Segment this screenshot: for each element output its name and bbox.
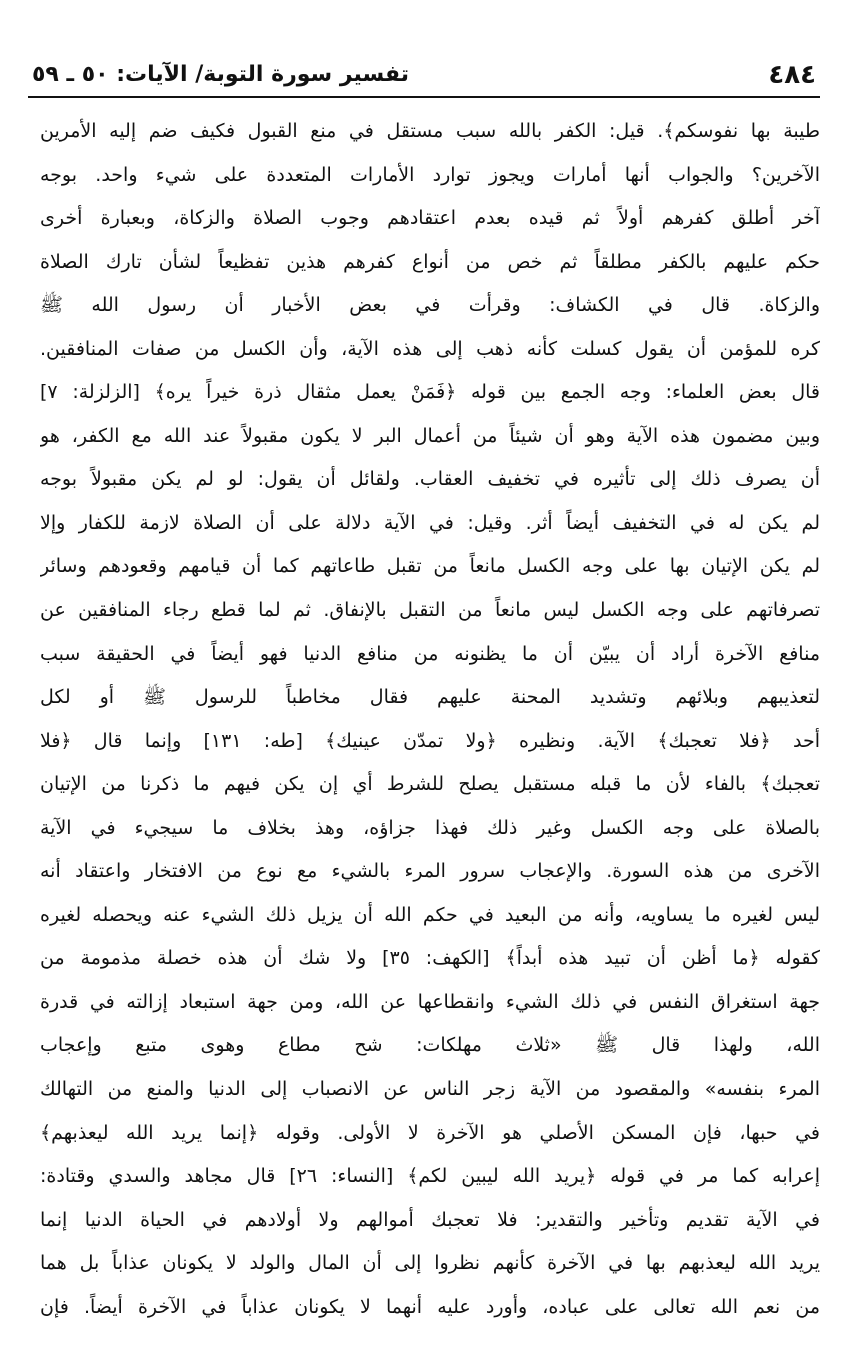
- text-line: في حبها، فإن المسكن الأصلي هو الآخرة لا الأولى. وقوله ﴿إنما يريد الله ليعذبهم﴾: [40, 1121, 820, 1144]
- text-line: بالصلاة على وجه الكسل وغير ذلك فهذا جزاؤه، وهذ بخلاف ما سيجيء في الآية: [40, 816, 820, 839]
- text-line: منافع الآخرة أراد أن يبيّن أن ما يظنونه من منافع الدنيا فهو أيضاً في الحقيقة سبب: [40, 642, 820, 665]
- text-line: من نعم الله تعالى على عباده، وأورد عليه أنهما لا يكونان عذاباً في الآخرة أيضاً. فإن: [40, 1295, 820, 1318]
- page-body: [40, 110, 820, 1329]
- text-line: إعرابه كما مر في قوله ﴿يريد الله ليبين لكم﴾ [النساء: ٢٦] قال مجاهد والسدي وقتادة:: [40, 1165, 820, 1188]
- text-line: جهة استغراق النفس في ذلك الشيء وانقطاعها عن الله، ومن جهة استبعاد إزالته في قدرة: [40, 990, 820, 1013]
- text-line: المرء بنفسه» والمقصود من الآية زجر الناس عن الانصباب إلى الدنيا والمنع من التهالك: [40, 1078, 820, 1101]
- page-header: [32, 58, 816, 94]
- text-line: والزكاة. قال في الكشاف: وقرأت في بعض الأخبار أن رسول الله ﷺ: [40, 294, 820, 317]
- text-line: الآخرين؟ والجواب أنها أمارات ويجوز توارد الأمارات المتعددة على شيء واحد. بوجه: [40, 163, 820, 186]
- text-line: أحد ﴿فلا تعجبك﴾ الآية. ونظيره ﴿ولا تمدّن عينيك﴾ [طه: ١٣١] وإنما قال ﴿فلا: [40, 729, 820, 752]
- text-line: الله، ولهذا قال ﷺ «ثلاث مهلكات: شح مطاع وهوى متبع وإعجاب: [40, 1034, 820, 1057]
- text-line: لتعذيبهم وبلائهم وتشديد المحنة عليهم فقال مخاطباً للرسول ﷺ أو لكل: [40, 686, 820, 709]
- text-line: أن يصرف ذلك إلى تأثيره في تخفيف العقاب. ولقائل أن يقول: لو لم يكن مقبولاً بوجه: [40, 468, 820, 491]
- text-line: لم يكن الإتيان بها على وجه الكسل مانعاً من تقبل طاعاتهم كما أن قيامهم وقعودهم وسائر: [40, 555, 820, 578]
- text-line: الآخرى من هذه السورة. والإعجاب سرور المرء بالشيء مع نوع من الافتخار واعتقاد أنه: [40, 860, 820, 883]
- text-line: لم يكن له في التخفيف أيضاً أثر. وقيل: في الآية دلالة على أن الصلاة لازمة للكفار وإلا: [40, 511, 820, 534]
- text-line: تصرفاتهم على وجه الكسل ليس مانعاً من التقبل بالإنفاق. ثم لما قطع رجاء المنافقين عن: [40, 599, 820, 622]
- text-line: تعجبك﴾ بالفاء لأن ما قبله مستقبل يصلح للشرط أي إن يكن فيهم ما ذكرنا من الإتيان: [40, 773, 820, 796]
- text-line: آخر أطلق كفرهم أولاً ثم قيده بعدم اعتقادهم وجوب الصلاة والزكاة، وبعبارة أخرى: [40, 207, 820, 230]
- text-line: يريد الله ليعذبهم بها في الآخرة كأنهم نظروا إلى أن المال والولد لا يكونان عذاباً بل هما: [40, 1252, 820, 1275]
- text-line: ليس لغيره ما يساويه، وأنه من البعيد في حكم الله أن يزيل ذلك الشيء عنه ويحصله لغيره: [40, 903, 820, 926]
- text-line: طيبة بها نفوسكم﴾. قيل: الكفر بالله سبب مستقل في منع القبول فكيف ضم إليه الأمرين: [40, 120, 820, 142]
- text-line: كره للمؤمن أن يقول كسلت كأنه ذهب إلى هذه الآية، وأن الكسل من صفات المنافقين.: [40, 337, 820, 360]
- text-line: حكم عليهم بالكفر مطلقاً ثم خص من أنواع كفرهم هذين تفظيعاً لشأن تارك الصلاة: [40, 250, 820, 273]
- page-number: ٤٨٤: [768, 60, 816, 90]
- text-line: وبين مضمون هذه الآية وهو أن شيئاً من أعمال البر لا يكون مقبولاً عند الله مع الكفر، هو: [40, 424, 820, 447]
- running-title: تفسير سورة التوبة/ الآيات: ٥٠ ـ ٥٩: [32, 62, 409, 87]
- text-line: في الآية تقديم وتأخير والتقدير: فلا تعجبك أموالهم ولا أولادهم في الحياة الدنيا إنما: [40, 1208, 820, 1231]
- header-divider: [28, 96, 820, 98]
- text-line: كقوله ﴿ما أظن أن تبيد هذه أبداً﴾ [الكهف: ٣٥] ولا شك أن هذه خصلة مذمومة من: [40, 947, 820, 970]
- text-line: قال بعض العلماء: وجه الجمع بين قوله ﴿فَمَنْ يعمل مثقال ذرة خيراً يره﴾ [الزلزلة: ٧]: [40, 381, 820, 404]
